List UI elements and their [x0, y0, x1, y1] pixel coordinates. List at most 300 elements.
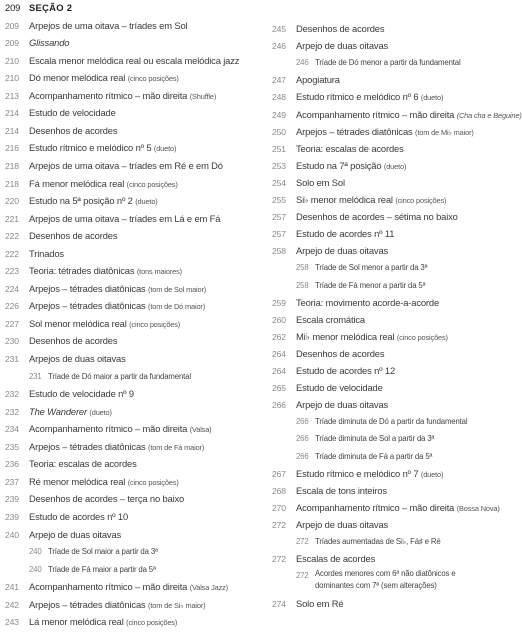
entry-text: Acompanhamento rítmico – mão direita: [29, 89, 188, 101]
page-number: 239: [5, 511, 19, 522]
toc-entry: [5, 246, 255, 262]
entry-text: The Wanderer: [29, 405, 87, 417]
toc-entry: [272, 124, 504, 140]
entry-title: [29, 211, 220, 227]
page-number: 260: [272, 314, 286, 325]
page-number: 209: [5, 2, 21, 13]
entry-text: Tríade de Sol maior a partir da 3ª: [48, 547, 158, 557]
toc-entry: [272, 295, 504, 311]
page-number: 268: [272, 485, 286, 496]
toc-entry: [5, 140, 255, 156]
entry-note: (tom de Si♭ maior): [148, 600, 206, 610]
entry-text: Acordes menores com 6ª não diatônicos e dominantes com 7ª (sem alterações): [315, 569, 456, 591]
entry-text: Escala de tons inteiros: [296, 484, 387, 496]
page-number: 223: [5, 266, 19, 277]
entry-title: [29, 491, 184, 507]
entry-title: [315, 55, 461, 71]
entry-title: [29, 53, 239, 69]
entry-title: [315, 431, 434, 447]
page-number: 248: [272, 92, 286, 103]
page-number: 255: [272, 195, 286, 205]
toc-subentry: [5, 544, 255, 560]
page-number: 241: [5, 582, 19, 593]
entry-text: Tríade diminuta de Fá a partir da 5ª: [315, 451, 433, 461]
entry-title: [29, 316, 180, 333]
entry-title: [29, 158, 223, 174]
section-heading: [5, 0, 255, 16]
entry-text: Desenhos de acordes: [29, 230, 118, 242]
entry-note: (tom de Fá maior): [148, 442, 205, 452]
entry-text: Estudo na 5ª posição nº 2: [29, 195, 133, 207]
page-number: 272: [296, 537, 309, 546]
page-number: 265: [272, 383, 286, 394]
toc-entry: [5, 509, 255, 525]
page-number: 239: [5, 494, 19, 505]
entry-title: [29, 439, 204, 456]
page-number: 258: [296, 263, 309, 273]
entry-title: [29, 176, 178, 193]
toc-entry: [5, 211, 255, 227]
page-number: 270: [272, 502, 286, 513]
page-number: 246: [296, 58, 309, 68]
entry-text: Tríade de Fá menor a partir da 5ª: [315, 280, 426, 290]
entry-text: Tríade de Dó menor a partir da fundamental: [315, 58, 461, 68]
entry-title: [29, 333, 117, 349]
entry-text: Desenhos de acordes – terça no baixo: [29, 493, 185, 505]
page-number: 227: [5, 318, 19, 329]
page-number: 246: [272, 41, 286, 52]
toc-entry: [5, 333, 255, 349]
entry-text: Acompanhamento rítmico – mão direita: [29, 423, 188, 435]
toc-entry: [5, 18, 255, 34]
toc-subentry: [272, 260, 504, 276]
page-number: 236: [5, 459, 19, 470]
page-number: 245: [272, 24, 286, 34]
entry-text: Desenhos de acordes: [296, 347, 385, 359]
entry-title: [296, 517, 388, 533]
entry-title: [29, 105, 116, 121]
page-number: 231: [29, 371, 42, 381]
entry-note: (Shuffle): [189, 91, 217, 101]
toc-subentry: [272, 414, 504, 430]
page-number: 266: [296, 417, 309, 427]
page-number: 243: [5, 617, 19, 628]
page-number: 242: [5, 599, 19, 610]
entry-title: [296, 209, 458, 225]
page-number: 210: [5, 55, 19, 66]
entry-text: Arpejos – tétrades diatônicas: [29, 300, 146, 312]
toc-entry: [5, 88, 255, 104]
page-number: 231: [5, 354, 19, 364]
toc-entry: [5, 597, 255, 613]
entry-text: Teoria: movimento acorde-a-acorde: [296, 296, 440, 308]
entry-text: Desenhos de acordes – sétima no baixo: [296, 211, 458, 223]
toc-entry: [272, 107, 522, 123]
page-number: 259: [272, 297, 286, 308]
page-number: 267: [272, 468, 286, 479]
toc-entry: [272, 89, 504, 105]
entry-title: [296, 158, 406, 175]
entry-text: Tríade de Dó maior a partir da fundamental: [48, 371, 191, 381]
toc-entry: [272, 397, 504, 413]
entry-title: [296, 124, 474, 141]
toc-entry: [272, 21, 504, 37]
toc-entry: [5, 439, 255, 455]
entry-note: (tom de Mi♭ maior): [415, 127, 474, 137]
page-number: 251: [272, 143, 286, 154]
entry-note: (tons maiores): [136, 267, 182, 277]
page-number: 214: [5, 125, 19, 136]
entry-note: (tom de Dó maior): [148, 302, 206, 312]
toc-entry: [5, 158, 255, 174]
toc-entry: [5, 614, 255, 630]
entry-title: [296, 295, 439, 311]
entry-title: [296, 107, 522, 124]
entry-text: Teoria: escalas de acordes: [296, 142, 404, 154]
entry-note: (dueto): [420, 93, 444, 103]
page-number: 210: [5, 73, 19, 84]
entry-title: [29, 140, 176, 157]
toc-entry: [272, 329, 504, 345]
toc-entry: [272, 596, 504, 612]
entry-title: [29, 123, 117, 139]
entry-title: [29, 579, 228, 596]
page-number: 232: [5, 389, 19, 400]
entry-text: Acompanhamento rítmico – mão direita: [296, 108, 455, 120]
entry-title: [29, 35, 69, 51]
toc-entry: [272, 551, 504, 567]
entry-title: [29, 404, 112, 421]
entry-text: Arpejo de duas oitavas: [296, 40, 389, 52]
entry-title: [296, 500, 500, 517]
entry-text: Teoria: escalas de acordes: [29, 458, 137, 470]
entry-title: [296, 192, 446, 209]
entry-title: [315, 568, 495, 592]
entry-text: Estudo na 7ª posição: [296, 159, 382, 171]
toc-entry: [5, 386, 255, 402]
page-number: 240: [29, 547, 42, 557]
entry-title: [29, 281, 206, 298]
page-number: 257: [272, 212, 286, 223]
entry-title: [296, 226, 394, 242]
toc-entry: [272, 483, 504, 499]
entry-title: [296, 312, 365, 328]
entry-text: Arpejo de duas oitavas: [296, 518, 389, 530]
entry-note: (cinco posições): [395, 196, 447, 205]
entry-title: [296, 466, 443, 483]
page-number: 272: [272, 519, 286, 530]
toc-entry: [5, 35, 255, 51]
entry-text: Estudo rítmico e melódico nº 7: [296, 467, 419, 479]
entry-text: Teoria: tétrades diatônicas: [29, 265, 135, 277]
entry-note: (Valsa Jazz): [189, 583, 228, 593]
entry-text: Arpejos de uma oitava – tríades em Ré e em Dó: [29, 159, 223, 171]
page-number: 262: [272, 331, 286, 342]
toc-subentry: [272, 55, 504, 71]
entry-title: [29, 421, 212, 438]
toc-entry: [5, 70, 255, 86]
entry-text: Arpejo de duas oitavas: [296, 245, 389, 257]
entry-text: Acompanhamento rítmico – mão direita: [296, 501, 455, 513]
entry-text: Arpejo de duas oitavas: [296, 399, 389, 411]
toc-entry: [272, 500, 504, 516]
entry-note: (cinco posições): [126, 618, 178, 628]
entry-text: Solo em Sol: [296, 176, 345, 188]
toc-entry: [272, 517, 504, 533]
entry-text: Desenhos de acordes: [296, 23, 385, 34]
toc-entry: [272, 192, 504, 208]
entry-text: Tríade de Fá maior a partir da 5ª: [48, 564, 156, 574]
toc-entry: [5, 281, 255, 297]
entry-title: [48, 544, 158, 560]
page-number: 257: [272, 229, 286, 240]
page-number: 253: [272, 160, 286, 171]
entry-text: Estudo de acordes nº 10: [29, 510, 129, 522]
page-number: 254: [272, 177, 286, 188]
entry-text: Si♭ menor melódica real: [296, 194, 393, 205]
entry-text: Arpejos – tétrades diatônicas: [29, 440, 146, 452]
toc-entry: [5, 456, 255, 472]
page-number: 226: [5, 301, 19, 312]
entry-title: [29, 88, 216, 105]
page-number: 230: [5, 336, 19, 347]
page-number: 258: [296, 280, 309, 290]
toc-entry: [5, 404, 255, 420]
entry-title: [29, 18, 187, 34]
page-number: 224: [5, 283, 19, 294]
page-number: 220: [5, 196, 19, 207]
toc-entry: [272, 466, 504, 482]
toc-entry: [272, 141, 504, 157]
page-number: 272: [296, 571, 309, 581]
entry-title: [296, 397, 388, 413]
entry-text: Estudo de velocidade: [29, 107, 116, 119]
entry-title: [29, 298, 205, 315]
page-number: 234: [5, 424, 19, 435]
entry-text: Arpejos – tétrades diatônicas: [296, 125, 413, 137]
toc-entry: [5, 316, 255, 332]
entry-text: Glissando: [29, 37, 70, 49]
toc-entry: [272, 72, 504, 88]
entry-text: Escala menor melódica real ou escala melódica jazz: [29, 54, 240, 66]
entry-title: [296, 346, 384, 362]
toc-subentry: [5, 562, 255, 578]
toc-entry: [5, 193, 255, 209]
entry-title: [296, 551, 375, 567]
entry-note: (cinco posições): [126, 179, 178, 189]
toc-entry: [272, 38, 504, 54]
entry-note: (dueto): [153, 144, 177, 154]
toc-entry: [5, 263, 255, 279]
entry-text: Fá menor melódica real: [29, 177, 125, 189]
toc-entry: [5, 53, 255, 69]
entry-title: [48, 369, 191, 385]
entry-note: (dueto): [420, 469, 444, 479]
entry-text: Estudo rítmico e melódico nº 5: [29, 142, 152, 154]
entry-text: Estudo de acordes nº 11: [296, 228, 395, 240]
entry-text: Tríades aumentadas de Si♭, Fá♯ e Ré: [315, 537, 441, 546]
entry-text: Apogiatura: [296, 74, 340, 86]
page-number: 218: [5, 160, 19, 171]
entry-text: Lá menor melódica real: [29, 616, 124, 628]
entry-note: (cinco posições): [129, 319, 181, 329]
page-number: 264: [272, 348, 286, 359]
page-number: 209: [5, 38, 19, 49]
entry-text: Dó menor melódica real: [29, 72, 126, 84]
entry-title: [29, 509, 128, 525]
page-number: 264: [272, 366, 286, 376]
toc-entry: [272, 363, 504, 379]
toc-entry: [272, 380, 504, 396]
entry-text: Mi♭ menor melódica real: [296, 330, 395, 342]
page-number: 232: [5, 406, 19, 417]
toc-entry: [5, 421, 255, 437]
entry-title: [296, 38, 388, 54]
toc-subentry: [272, 534, 504, 550]
entry-title: [296, 483, 387, 499]
toc-subentry: [272, 431, 504, 447]
entry-text: Ré menor melódica real: [29, 475, 126, 487]
entry-title: [29, 70, 179, 87]
page-number: 216: [5, 143, 19, 154]
entry-title: [296, 21, 384, 37]
entry-text: Arpejo de duas oitavas: [29, 528, 122, 540]
entry-note: (tom de Sol maior): [148, 284, 207, 294]
entry-title: [315, 414, 467, 430]
entry-title: [296, 175, 345, 191]
entry-title: [29, 193, 158, 210]
page-number: 214: [5, 108, 19, 119]
entry-text: Tríade diminuta de Sol a partir da 3ª: [315, 434, 435, 444]
toc-entry: [5, 527, 255, 543]
page-number: 274: [272, 599, 286, 610]
entry-title: [296, 89, 443, 106]
page-number: 266: [296, 434, 309, 444]
entry-title: [29, 0, 72, 16]
toc-entry: [5, 105, 255, 121]
page-number: 266: [272, 400, 286, 411]
entry-title: [315, 534, 441, 550]
entry-title: [29, 597, 206, 614]
entry-text: Trinados: [29, 247, 64, 259]
entry-text: Escalas de acordes: [296, 553, 376, 565]
toc-entry: [5, 351, 255, 367]
entry-text: Desenhos de acordes: [29, 124, 118, 136]
entry-title: [29, 456, 137, 472]
entry-note: (cinco posições): [396, 332, 448, 342]
entry-note: (Bossa Nova): [456, 503, 500, 513]
entry-title: [296, 243, 388, 259]
toc-entry: [272, 158, 504, 174]
entry-text: Estudo de velocidade nº 9: [29, 388, 134, 400]
entry-text: Solo em Ré: [296, 598, 344, 610]
entry-text: Arpejos de duas oitavas: [29, 353, 126, 364]
page-number: 240: [5, 529, 19, 540]
entry-title: [296, 329, 448, 346]
entry-title: [315, 260, 427, 276]
entry-title: [296, 72, 340, 88]
entry-note: (dueto): [89, 407, 112, 417]
toc-subentry: [272, 568, 504, 594]
entry-title: [29, 351, 126, 367]
toc-entry: [5, 579, 255, 595]
entry-text: Estudo rítmico e melódico nº 6: [296, 91, 419, 103]
toc-entry: [272, 209, 504, 225]
toc-entry: [272, 312, 504, 328]
page-number: 221: [5, 213, 19, 224]
entry-text: Acompanhamento rítmico – mão direita: [29, 581, 188, 593]
toc-entry: [5, 228, 255, 244]
entry-text: Sol menor melódica real: [29, 317, 127, 329]
entry-note: (Valsa): [189, 425, 212, 435]
toc-subentry: [272, 449, 504, 465]
page-number: 235: [5, 441, 19, 452]
entry-text: SEÇÃO 2: [29, 2, 73, 13]
entry-text: Arpejos de uma oitava – tríades em Sol: [29, 19, 188, 31]
toc-entry: [272, 175, 504, 191]
toc-entry: [272, 346, 504, 362]
entry-title: [315, 449, 432, 465]
page-number: 209: [5, 20, 19, 31]
page-number: 272: [272, 554, 286, 565]
entry-title: [315, 278, 425, 294]
entry-text: Desenhos de acordes: [29, 335, 118, 347]
page-number: 266: [296, 451, 309, 461]
page-number: 222: [5, 231, 19, 242]
entry-title: [296, 380, 383, 396]
entry-text: Arpejos de uma oitava – tríades em Lá e em Fá: [29, 212, 221, 224]
entry-note: (cinco posições): [127, 477, 179, 487]
page-number: 249: [272, 109, 286, 120]
entry-text: Estudo de velocidade: [296, 382, 383, 394]
page-number: 247: [272, 75, 286, 86]
toc-entry: [272, 243, 504, 259]
entry-title: [29, 474, 179, 491]
toc-entry: [272, 226, 504, 242]
entry-text: Tríade de Sol menor a partir da 3ª: [315, 263, 428, 273]
toc-entry: [5, 491, 255, 507]
page-number: 237: [5, 476, 19, 487]
entry-title: [296, 141, 404, 157]
entry-text: Estudo de acordes nº 12: [296, 365, 396, 376]
page-number: 250: [272, 126, 286, 137]
entry-text: Arpejos – tétrades diatônicas: [29, 282, 146, 294]
page-number: 222: [5, 248, 19, 259]
entry-title: [296, 363, 395, 379]
page-number: 213: [5, 90, 19, 101]
page-number: 258: [272, 246, 286, 257]
toc-entry: [5, 123, 255, 139]
page-number: 240: [29, 564, 42, 574]
entry-note: (dueto): [135, 197, 158, 207]
toc-entry: [5, 176, 255, 192]
entry-note: (dueto): [383, 161, 407, 171]
toc-entry: [5, 298, 255, 314]
entry-title: [29, 614, 177, 631]
entry-title: [296, 596, 343, 612]
toc-subentry: [272, 278, 504, 294]
entry-text: Tríade diminuta de Dó a partir da fundamental: [315, 417, 468, 427]
toc-subentry: [5, 369, 255, 385]
entry-title: [29, 386, 134, 402]
entry-note: (cinco posições): [127, 74, 179, 84]
entry-title: [29, 263, 182, 280]
entry-text: Arpejos – tétrades diatônicas: [29, 598, 146, 610]
entry-title: [29, 527, 121, 543]
entry-title: [29, 228, 117, 244]
toc-entry: [5, 474, 255, 490]
entry-text: Escala cromática: [296, 313, 365, 325]
